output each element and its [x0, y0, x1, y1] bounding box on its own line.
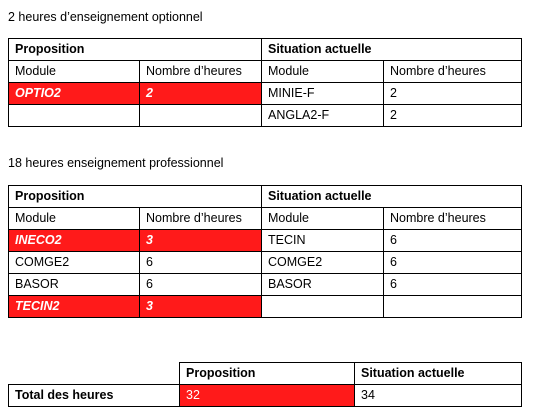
proposed-hours-cell	[140, 105, 262, 127]
total-hours-table	[8, 362, 522, 407]
proposed-module-cell	[9, 105, 140, 127]
empty-corner-cell	[9, 363, 180, 385]
situation-header: Situation actuelle	[355, 363, 522, 385]
professional-hours-table	[8, 185, 522, 318]
proposed-hours-cell: 2	[140, 83, 262, 105]
proposed-module-cell: TECIN2	[9, 296, 140, 318]
col-module-header: Module	[262, 208, 384, 230]
col-module-header: Module	[9, 61, 140, 83]
proposed-hours-cell: 3	[140, 296, 262, 318]
proposition-total: 32	[180, 385, 355, 407]
proposed-module-cell: BASOR	[9, 274, 140, 296]
section-heading-professional: 18 heures enseignement professionnel	[8, 156, 224, 170]
col-hours-header: Nombre d’heures	[140, 61, 262, 83]
current-module-cell: COMGE2	[262, 252, 384, 274]
current-module-cell	[262, 296, 384, 318]
table-row	[9, 83, 522, 105]
situation-header: Situation actuelle	[262, 39, 522, 61]
current-hours-cell: 6	[384, 274, 522, 296]
current-hours-cell: 6	[384, 230, 522, 252]
col-module-header: Module	[9, 208, 140, 230]
current-hours-cell	[384, 296, 522, 318]
col-module-header: Module	[262, 61, 384, 83]
proposition-header: Proposition	[9, 39, 262, 61]
current-hours-cell: 6	[384, 252, 522, 274]
proposed-hours-cell: 3	[140, 230, 262, 252]
section-heading-optional: 2 heures d’enseignement optionnel	[8, 10, 203, 24]
table-row	[9, 385, 522, 407]
optional-hours-table	[8, 38, 522, 127]
col-hours-header: Nombre d’heures	[384, 61, 522, 83]
table-row	[9, 252, 522, 274]
proposed-module-cell: COMGE2	[9, 252, 140, 274]
current-hours-cell: 2	[384, 105, 522, 127]
current-hours-cell: 2	[384, 83, 522, 105]
proposed-hours-cell: 6	[140, 252, 262, 274]
proposed-hours-cell: 6	[140, 274, 262, 296]
table-row	[9, 296, 522, 318]
situation-total: 34	[355, 385, 522, 407]
current-module-cell: BASOR	[262, 274, 384, 296]
current-module-cell: ANGLA2-F	[262, 105, 384, 127]
col-hours-header: Nombre d’heures	[384, 208, 522, 230]
current-module-cell: TECIN	[262, 230, 384, 252]
table-row	[9, 230, 522, 252]
table-row	[9, 274, 522, 296]
situation-header: Situation actuelle	[262, 186, 522, 208]
proposed-module-cell: INECO2	[9, 230, 140, 252]
current-module-cell: MINIE-F	[262, 83, 384, 105]
total-label: Total des heures	[9, 385, 180, 407]
table-row	[9, 105, 522, 127]
proposition-header: Proposition	[9, 186, 262, 208]
col-hours-header: Nombre d’heures	[140, 208, 262, 230]
proposed-module-cell: OPTIO2	[9, 83, 140, 105]
proposition-header: Proposition	[180, 363, 355, 385]
